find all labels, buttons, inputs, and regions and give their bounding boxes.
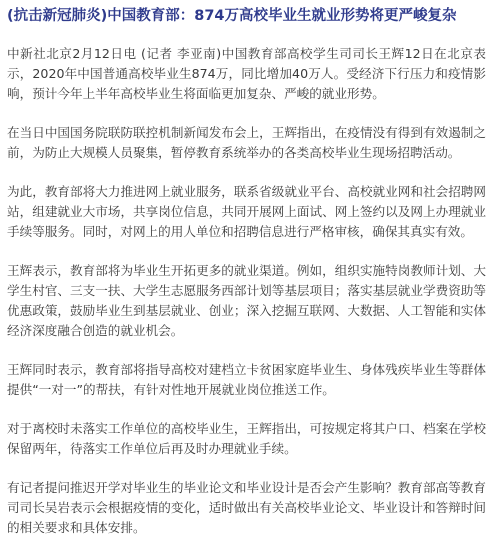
article-paragraph-3: 为此，教育部将大力推进网上就业服务，联系省级就业平台、高校就业网和社会招聘网站，组建就业大市场，共享岗位信息，共同开展网上面试、网上签约以及网上办理就业手续等服务。同时，对网上的用人单位和招聘信息进行严格审核，确保其真实有效。 (7, 184, 486, 239)
article-headline: (抗击新冠肺炎)中国教育部：874万高校毕业生就业形势将更严峻复杂 (7, 8, 457, 24)
article-paragraph-1: 中新社北京2月12日电 (记者 李亚南)中国教育部高校学生司司长王辉12日在北京表示，2020年中国普通高校毕业生874万，同比增加40万人。受经济下行压力和疫情影响，预计今年上半年高校毕业生将面临更加复杂、严峻的就业形势。 (7, 46, 486, 101)
article-paragraph-7: 有记者提问推迟开学对毕业生的毕业论文和毕业设计是否会产生影响？教育部高等教育司司长吴岩表示会根据疫情的变化，适时做出有关高校毕业论文、毕业设计和答辩时间的相关要求和具体安排。 (7, 480, 486, 535)
article-paragraph-5: 王辉同时表示，教育部将指导高校对建档立卡贫困家庭毕业生、身体残疾毕业生等群体提供“一对一”的帮扶，有针对性地开展就业岗位推送工作。 (7, 362, 486, 397)
article-paragraph-4: 王辉表示，教育部将为毕业生开拓更多的就业渠道。例如，组织实施特岗教师计划、大学生村官、三支一扶、大学生志愿服务西部计划等基层项目；落实基层就业学费资助等优惠政策，鼓励毕业生到基层就业、创业；深入挖掘互联网、大数据、人工智能和实体经济深度融合创造的就业机会。 (7, 263, 486, 338)
article-paragraph-2: 在当日中国国务院联防联控机制新闻发布会上，王辉指出，在疫情没有得到有效遏制之前，为防止大规模人员聚集，暂停教育系统举办的各类高校毕业生现场招聘活动。 (7, 125, 486, 160)
article-paragraph-6: 对于离校时未落实工作单位的高校毕业生，王辉指出，可按规定将其户口、档案在学校保留两年，待落实工作单位后再及时办理就业手续。 (7, 421, 486, 456)
